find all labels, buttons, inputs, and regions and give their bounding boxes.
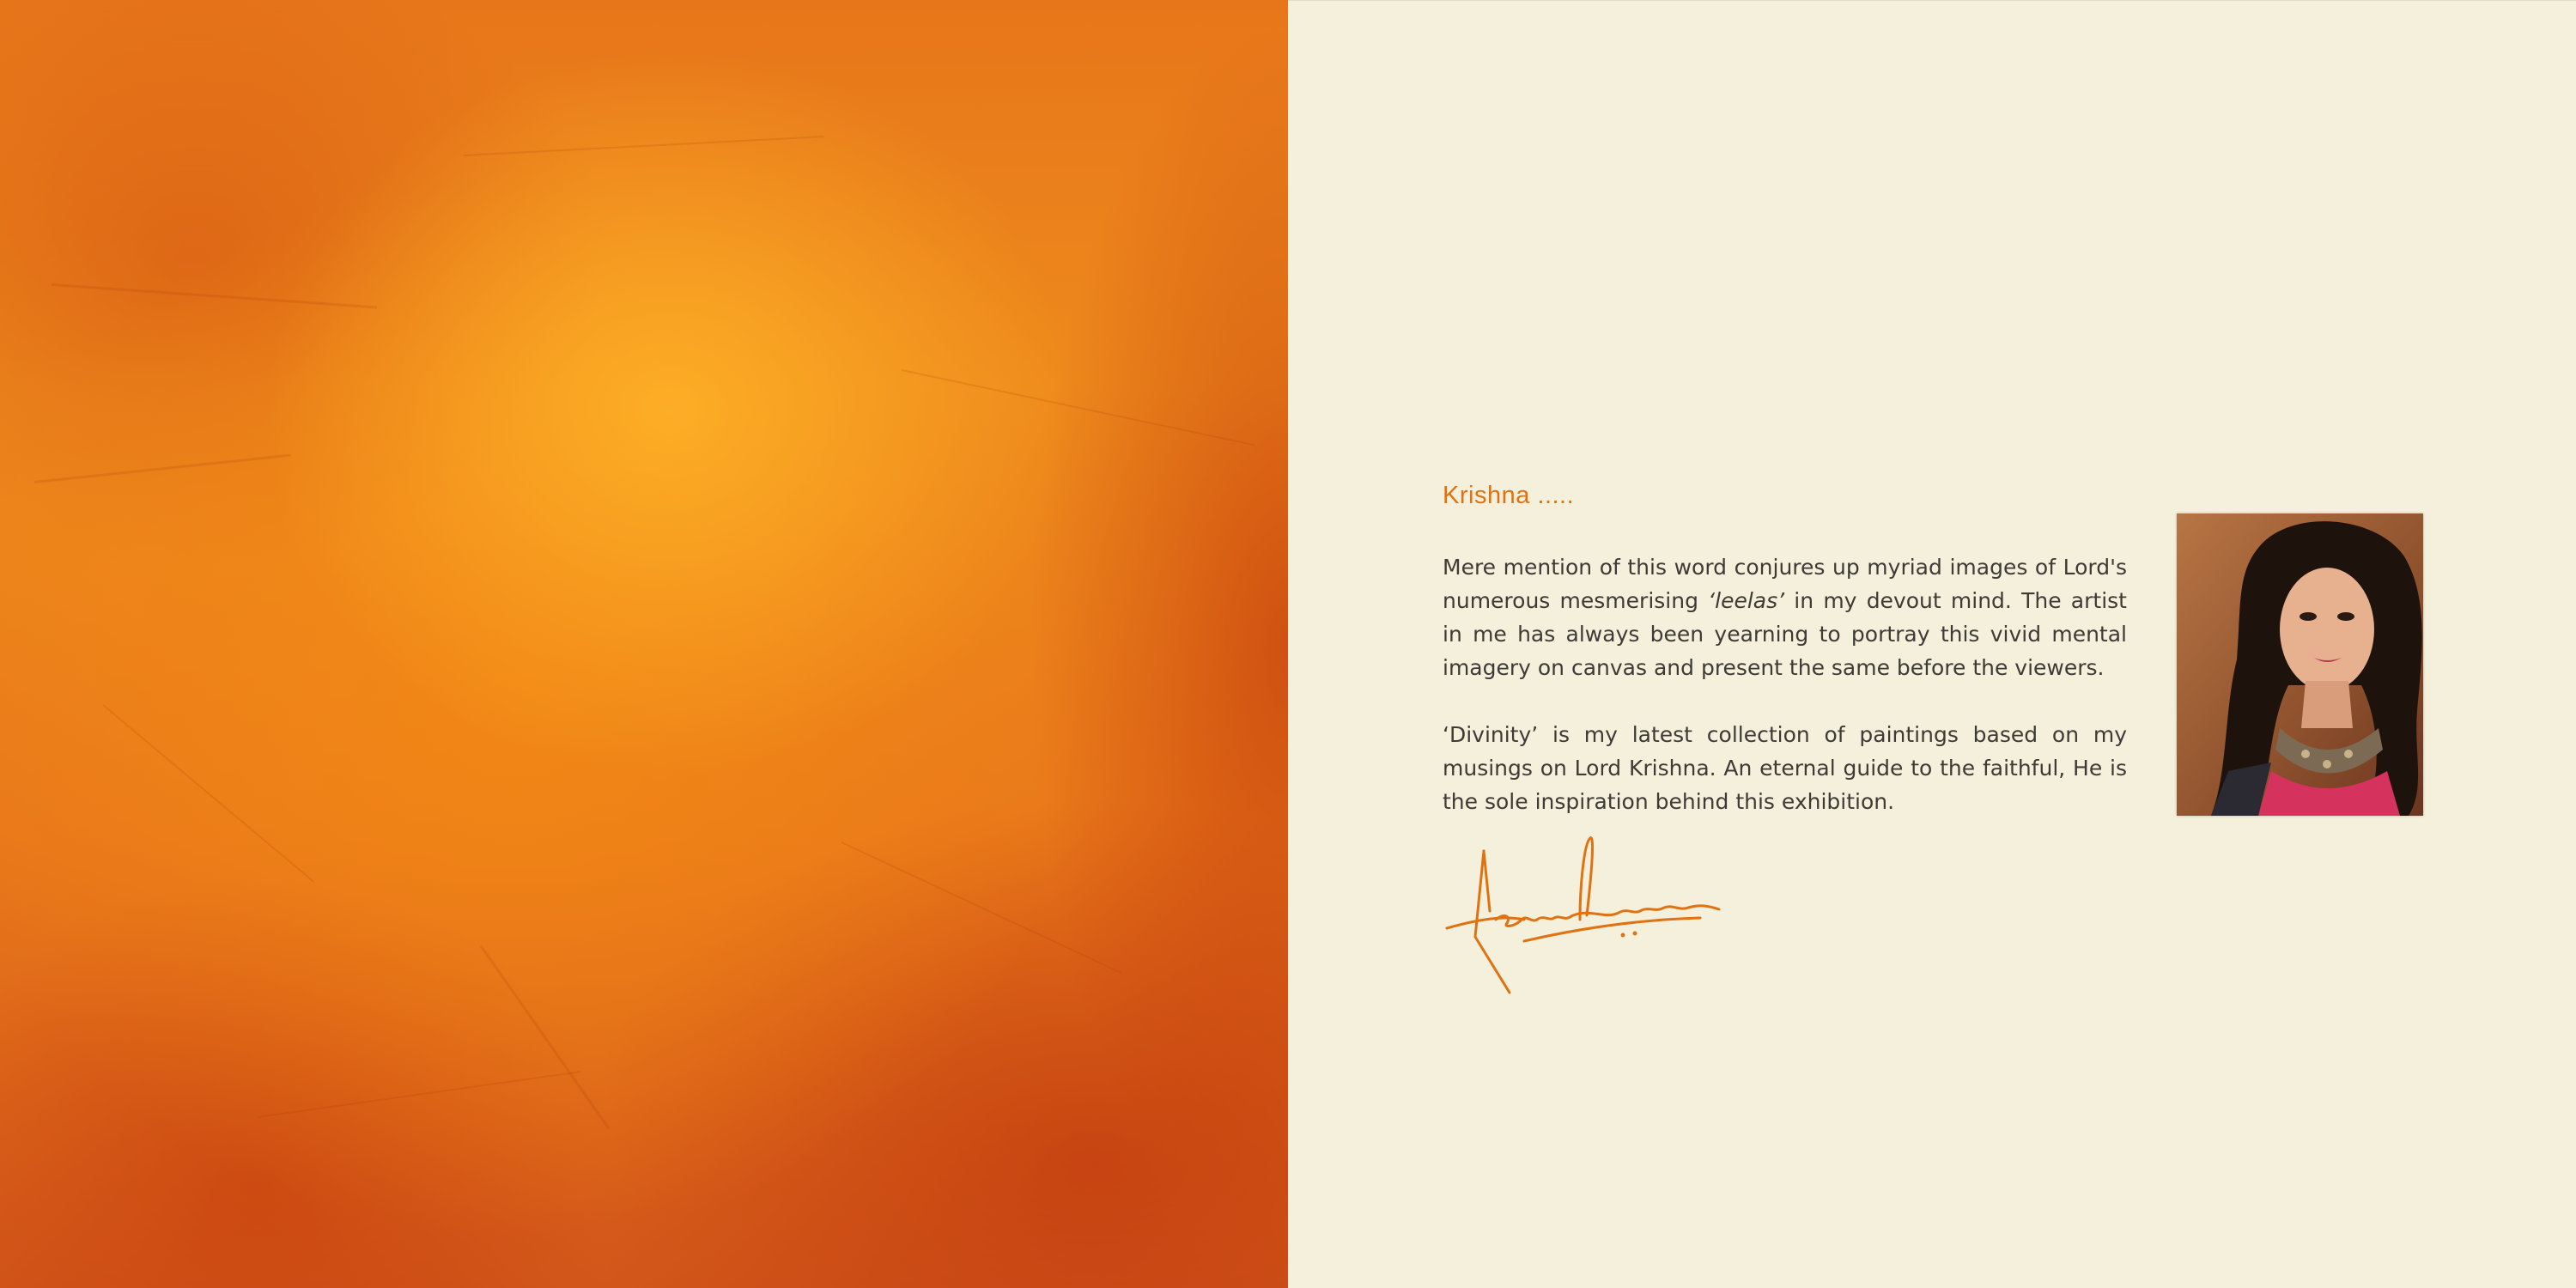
texture-streak [841, 841, 1122, 974]
intro-text-start: Mere mention of this word conjures up myriad images of Lord's numerous mesmerising [1443, 555, 2127, 613]
portrait-illustration [2177, 513, 2423, 816]
texture-streak [52, 283, 377, 309]
texture-streak [464, 136, 824, 156]
artist-signature [1443, 834, 1735, 1005]
page-heading: Krishna ..... [1443, 482, 1575, 509]
intro-paragraph [1443, 550, 2127, 684]
intro-text-end: in my devout mind. The artist in me has always been yearning to portray this vivid mental imagery on canvas and present the same before the viewers. [1443, 588, 2127, 680]
texture-streak [34, 454, 291, 483]
text-page [1288, 0, 2576, 1288]
texture-streak [102, 704, 313, 882]
intro-italic-word: ‘leelas’ [1708, 588, 1785, 613]
collection-paragraph: ‘Divinity’ is my latest collection of paintings based on my musings on Lord Krishna. An eternal guide to the faithful, He is the sole inspiration behind this exhibition. [1443, 722, 2127, 814]
texture-streak [902, 369, 1255, 446]
texture-streak [480, 945, 611, 1130]
texture-streak [258, 1071, 581, 1118]
artist-portrait [2177, 513, 2423, 816]
